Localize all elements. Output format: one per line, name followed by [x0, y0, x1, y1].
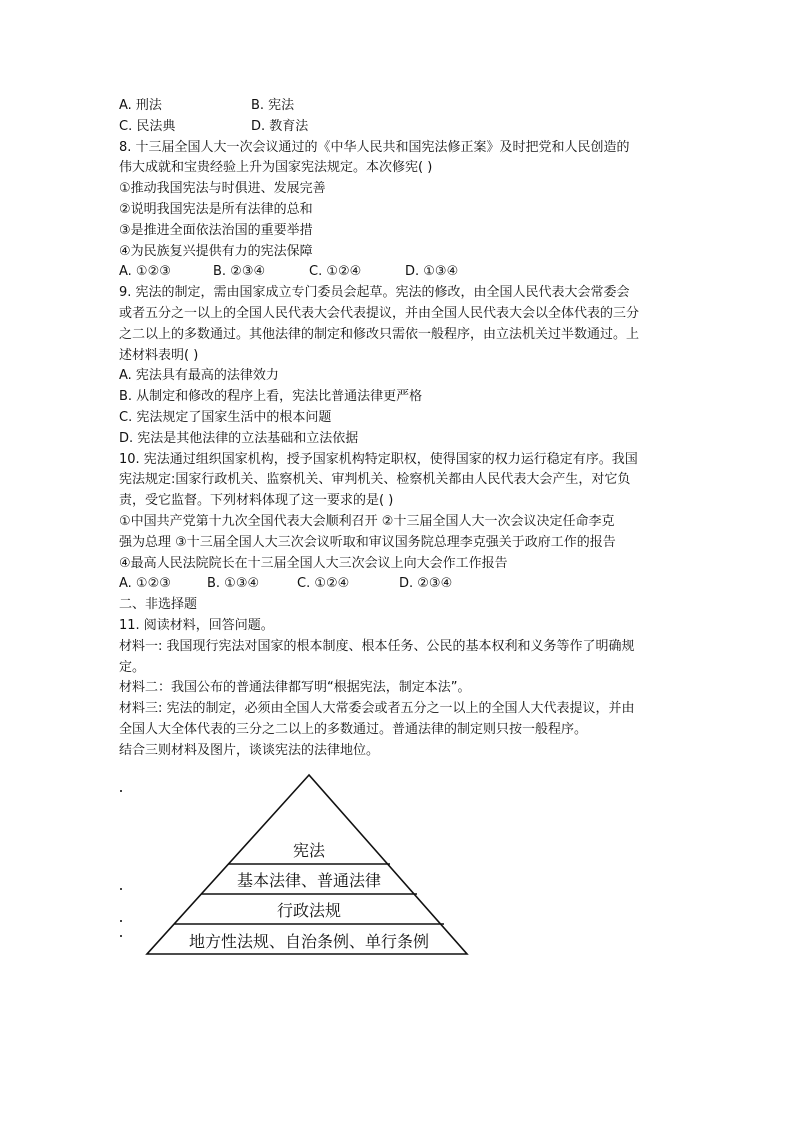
q8-option-a: A. ①②③	[119, 264, 171, 280]
q11-material3-line2: 全国人大全体代表的三分之二以上的多数通过。普通法律的制定则只按一般程序。	[119, 721, 588, 737]
q7-option-c: C. 民法典	[119, 118, 176, 134]
q10-option-a: A. ①②③	[119, 576, 171, 592]
exam-page	[119, 96, 679, 762]
q9-option-d: D. 宪法是其他法律的立法基础和立法依据	[119, 430, 359, 446]
pyramid-level-local-regulations: 地方性法规、自治条例、单行条例	[188, 932, 430, 951]
q11-material1-line1: 材料一: 我国现行宪法对国家的根本制度、根本任务、公民的基本权利和义务等作了明确规	[119, 638, 635, 654]
q11-material3-line1: 材料三: 宪法的制定，必须由全国人大常委会或者五分之一以上的全国人大代表提议，并由	[119, 701, 635, 717]
q11-material2: 材料二：我国公布的普通法律都写明“根据宪法，制定本法”。	[119, 680, 471, 696]
q7-options-row1	[119, 96, 679, 117]
q8-item-4: ④为民族复兴提供有力的宪法保障	[119, 243, 313, 259]
q10-options	[119, 574, 679, 595]
q7-options-row2	[119, 117, 679, 138]
q9-stem-line1: 9. 宪法的制定，需由国家成立专门委员会起草。宪法的修改，由全国人民代表大会常委会	[119, 285, 630, 301]
q9-option-a: A. 宪法具有最高的法律效力	[119, 368, 279, 384]
q10-option-c: C. ①②④	[297, 576, 350, 592]
pyramid-level-constitution: 宪法	[292, 841, 326, 860]
pyramid-level-basic-laws: 基本法律、普通法律	[236, 871, 382, 890]
q10-stem-line6: ④最高人民法院院长在十三届全国人大三次会议上向大会作工作报告	[119, 555, 508, 571]
q7-option-b: B. 宪法	[251, 98, 295, 113]
q10-stem-line3: 责，受它监督。下列材料体现了这一要求的是( )	[119, 493, 394, 509]
q11-material1-line2: 定。	[119, 659, 146, 675]
q11-question: 结合三则材料及图片，谈谈宪法的法律地位。	[119, 742, 380, 758]
q8-option-b: B. ②③④	[213, 264, 266, 280]
q7-option-d: D. 教育法	[251, 118, 309, 134]
q10-stem-line2: 宪法规定:国家行政机关、监察机关、审判机关、检察机关都由人民代表大会产生，对它负	[119, 472, 631, 488]
q10-stem-line1: 10. 宪法通过组织国家机构，授予国家机构特定职权，使得国家的权力运行稳定有序。我国	[119, 451, 638, 467]
q8-item-1: ①推动我国宪法与时俱进、发展完善	[119, 181, 326, 197]
q9-option-b: B. 从制定和修改的程序上看，宪法比普通法律更严格	[119, 389, 423, 405]
law-hierarchy-pyramid	[118, 772, 478, 957]
q8-stem-line2: 伟大成就和宝贵经验上升为国家宪法规定。本次修宪( )	[119, 160, 433, 176]
q9-option-c: C. 宪法规定了国家生活中的根本问题	[119, 409, 332, 425]
q9-stem-line4: 述材料表明( )	[119, 347, 199, 363]
q8-option-c: C. ①②④	[309, 264, 362, 280]
section-heading: 二、非选择题	[119, 597, 198, 613]
q10-option-d: D. ②③④	[399, 576, 453, 592]
q8-item-2: ②说明我国宪法是所有法律的总和	[119, 201, 313, 217]
q9-stem-line2: 或者五分之一以上的全国人民代表大会代表提议，并由全国人民代表大会以全体代表的三分	[119, 305, 640, 321]
q10-option-b: B. ①③④	[207, 576, 260, 592]
q9-stem-line3: 之二以上的多数通过。其他法律的制定和修改只需依一般程序，由立法机关过半数通过。上	[119, 326, 640, 342]
q10-stem-line5: 强为总理 ③十三届全国人大三次会议听取和审议国务院总理李克强关于政府工作的报告	[119, 534, 616, 550]
q8-option-d: D. ①③④	[405, 264, 459, 280]
q8-options	[119, 262, 679, 283]
q11-stem: 11. 阅读材料，回答问题。	[119, 617, 274, 633]
q7-option-a: A. 刑法	[119, 98, 162, 113]
pyramid-level-admin-regulations: 行政法规	[276, 901, 342, 920]
q8-stem-line1: 8. 十三届全国人大一次会议通过的《中华人民共和国宪法修正案》及时把党和人民创造的	[119, 139, 630, 155]
q8-item-3: ③是推进全面依法治国的重要举措	[119, 222, 313, 238]
q10-stem-line4: ①中国共产党第十九次全国代表大会顺利召开 ②十三届全国人大一次会议决定任命李克	[119, 513, 615, 529]
